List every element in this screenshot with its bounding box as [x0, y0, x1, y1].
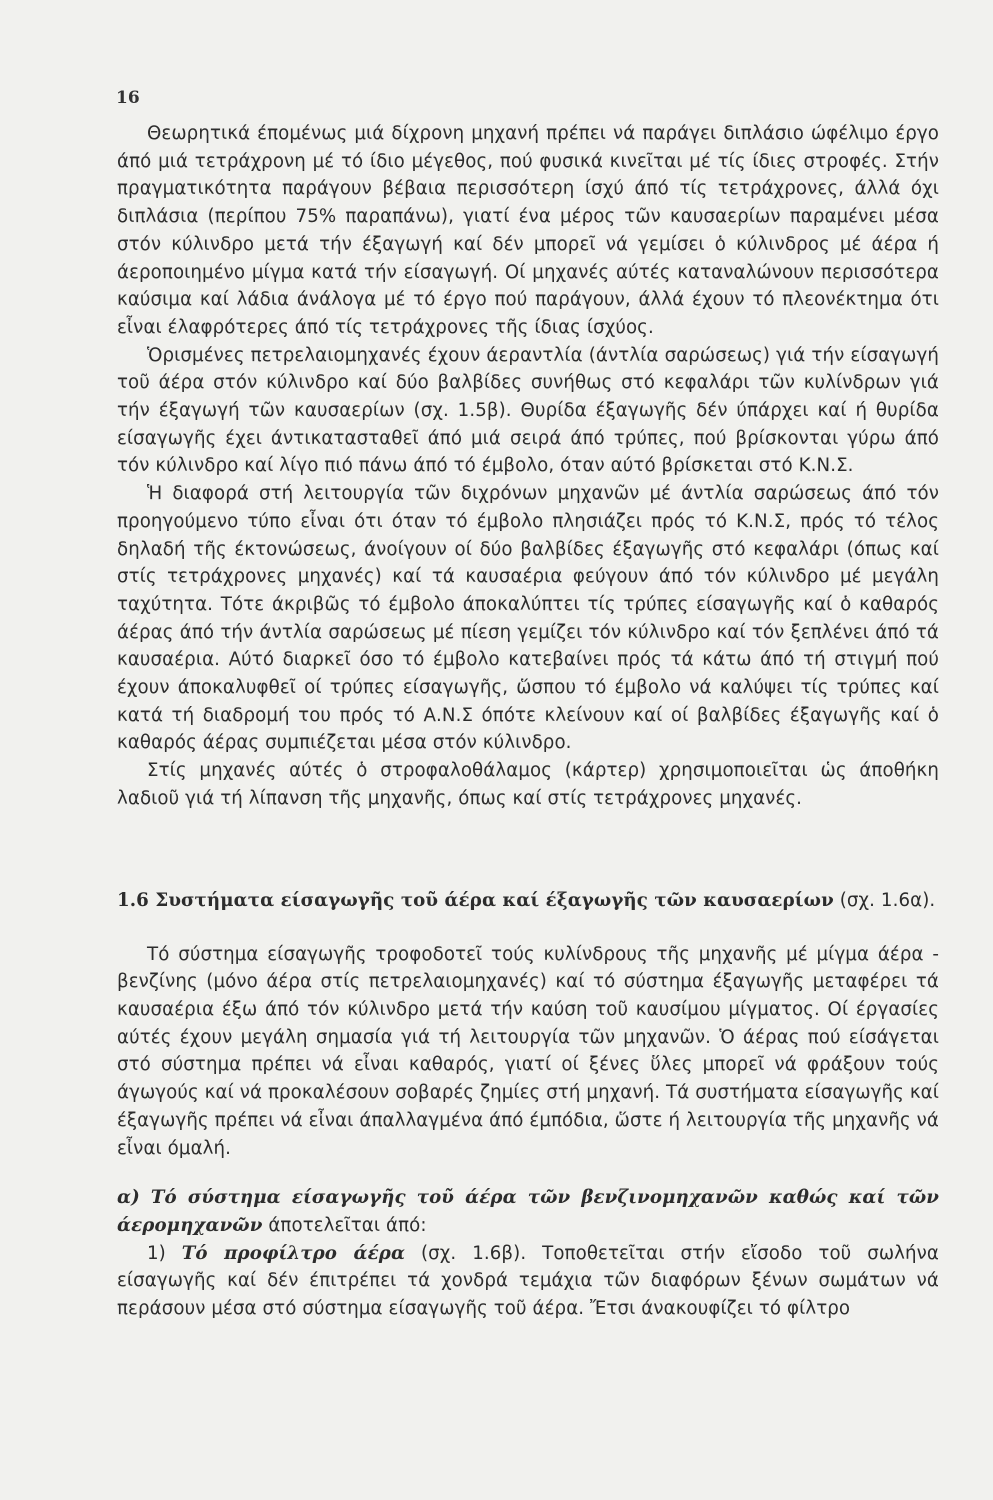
- paragraph: Στίς μηχανές αύτές ὁ στροφαλοθάλαμος (κάρτερ) χρησιμοποιεῖται ὡς άποθήκη λαδιοῦ γιά τή λίπανση τῆς μηχανῆς, όπως καί στίς τετράχρονες μηχανές.: [117, 760, 939, 809]
- section-heading: [117, 887, 939, 915]
- section-paragraph: Τό σύστημα είσαγωγῆς τροφοδοτεῖ τούς κυλίνδρους τῆς μηχανῆς μέ μίγμα άέρα - βενζίνης (μόνο άέρα στίς πετρελαιομηχανές) καί τό σύστημα έξαγωγῆς μεταφέρει τά καυσαέρια έξω άπό τόν κύλινδρο μετά τήν καύση τοῦ καυσίμου μίγματος. Οί έργασίες αύτές έχουν μεγάλη σημασία γιά τή λειτουργία τῶν μηχανῶν. Ὁ άέρας πού είσάγεται στό σύστημα πρέπει νά εἶναι καθαρός, γιατί οί ξένες ὕλες μπορεῖ νά φράξουν τούς άγωγούς καί νά προκαλέσουν σοβαρές ζημίες στή μηχανή. Τά συστήματα είσαγωγῆς καί έξαγωγῆς πρέπει νά εἶναι άπαλλαγμένα άπό έμπόδια, ὥστε ή λειτουργία τῆς μηχανῆς νά εἶναι όμαλή.: [117, 943, 939, 1159]
- list-item: [117, 1240, 939, 1323]
- paragraph: Ἡ διαφορά στή λειτουργία τῶν διχρόνων μηχανῶν μέ άντλία σαρώσεως άπό τόν προηγούμενο τύπο εἶναι ότι όταν τό έμβολο πλησιάζει πρός τό Κ.Ν.Σ, πρός τό τέλος δηλαδή τῆς έκτονώσεως, άνοίγουν οί δύο βαλβίδες έξαγωγῆς στό κεφαλάρι (όπως καί στίς τετράχρονες μηχανές) καί τά καυσαέρια φεύγουν άπό τόν κύλινδρο μέ μεγάλη ταχύτητα. Τότε άκριβῶς τό έμβολο άποκαλύπτει τίς τρύπες είσαγωγῆς καί ὁ καθαρός άέρας άπό τήν άντλία σαρώσεως μέ πίεση γεμίζει τόν κύλινδρο καί τόν ξεπλένει άπό τά καυσαέρια. Αύτό διαρκεῖ όσο τό έμβολο κατεβαίνει πρός τά κάτω άπό τή στιγμή πού έχουν άποκαλυφθεῖ οί τρύπες είσαγωγῆς, ὥσπου τό έμβολο νά καλύψει τίς τρύπες καί κατά τή διαδρομή του πρός τό Α.Ν.Σ όπότε κλείνουν καί οί βαλβίδες έξαγωγῆς καί ὁ καθαρός άέρας συμπιέζεται μέσα στόν κύλινδρο.: [117, 483, 939, 754]
- section-title: 1.6 Συστήματα είσαγωγῆς τοῦ άέρα καί έξαγωγῆς τῶν καυσαερίων: [117, 889, 834, 911]
- paragraph: Θεωρητικά έπομένως μιά δίχρονη μηχανή πρέπει νά παράγει διπλάσιο ώφέλιμο έργο άπό μιά τετράχρονη μέ τό ίδιο μέγεθος, πού φυσικά κινεῖται μέ τίς ίδιες στροφές. Στήν πραγματικότητα παράγουν βέβαια περισσότερη ίσχύ άπό τίς τετράχρονες, άλλά όχι διπλάσια (περίπου 75% παραπάνω), γιατί ένα μέρος τῶν καυσαερίων παραμένει μέσα στόν κύλινδρο μετά τήν έξαγωγή καί δέν μπορεῖ νά γεμίσει ὁ κύλινδρος μέ άέρα ή άεροποιημένο μίγμα κατά τήν είσαγωγή. Οί μηχανές αύτές καταναλώνουν περισσότερα καύσιμα καί λάδια άνάλογα μέ τό έργο πού παράγουν, άλλά έχουν τό πλεονέκτημα ότι εἶναι έλαφρότερες άπό τίς τετράχρονες τῆς ίδιας ίσχύος.: [117, 123, 939, 338]
- subsection-heading: [117, 1184, 939, 1239]
- item-text: (σχ. 1.6β). Τοποθετεῖται στήν εἴσοδο τοῦ σωλήνα είσαγωγῆς καί δέν έπιτρέπει τά χονδρά τεμάχια τῶν διαφόρων ξένων σωμάτων νά περάσουν μέσα στό σύστημα είσαγωγῆς τοῦ άέρα. Ἔτσι άνακουφίζει τό φίλτρο: [117, 1242, 939, 1320]
- paragraph: Ὁρισμένες πετρελαιομηχανές έχουν άεραντλία (άντλία σαρώσεως) γιά τήν είσαγωγή τοῦ άέρα στόν κύλινδρο καί δύο βαλβίδες συνήθως στό κεφαλάρι τῶν κυλίνδρων γιά τήν έξαγωγή τῶν καυσαερίων (σχ. 1.5β). Θυρίδα έξαγωγῆς δέν ύπάρχει καί ή θυρίδα είσαγωγῆς έχει άντικατασταθεῖ άπό μιά σειρά άπό τρύπες, πού βρίσκονται γύρω άπό τόν κύλινδρο καί λίγο πιό πάνω άπό τό έμβολο, όταν αύτό βρίσκεται στό Κ.Ν.Σ.: [117, 344, 939, 477]
- subsection-title-suffix: άποτελεῖται άπό:: [268, 1214, 427, 1236]
- item-title: Τό προφίλτρο άέρα: [181, 1242, 406, 1264]
- subsection-title: α) Τό σύστημα είσαγωγῆς τοῦ άέρα τῶν βενζινομηχανῶν καθώς καί τῶν άερομηχανῶν: [117, 1187, 939, 1236]
- body-text: [117, 120, 939, 1323]
- page-number: 16: [116, 88, 140, 108]
- item-number: 1): [147, 1242, 166, 1264]
- section-figure-ref: (σχ. 1.6α).: [839, 889, 936, 911]
